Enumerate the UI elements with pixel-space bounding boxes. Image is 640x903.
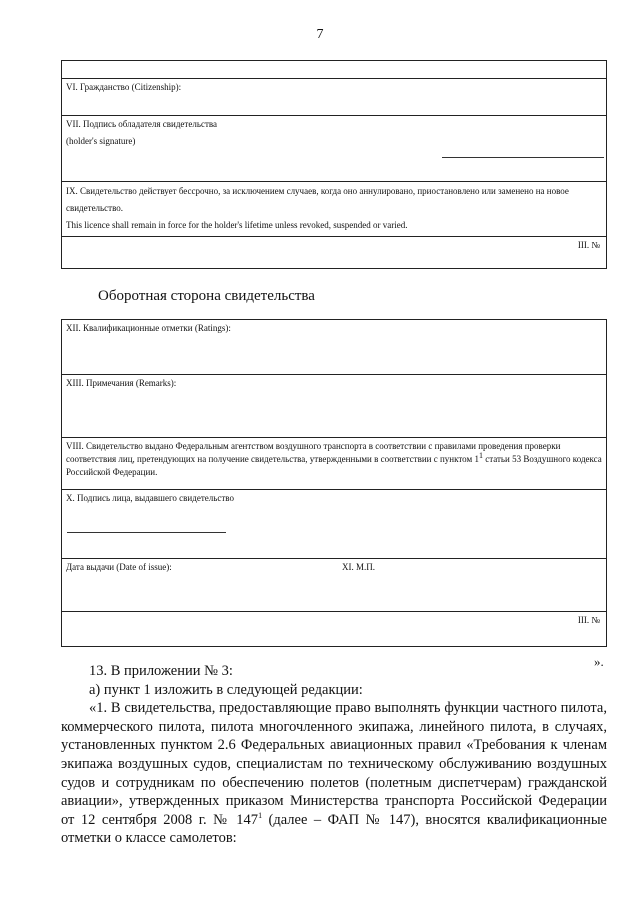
front-number-cell	[62, 236, 606, 268]
holder-signature-label-en: (holder's signature)	[66, 136, 136, 146]
holder-signature-line	[442, 157, 604, 158]
citizenship-cell	[62, 78, 606, 115]
end-quote: ».	[594, 654, 604, 669]
issued-by-superscript: 1	[478, 451, 483, 460]
body-text	[61, 662, 607, 848]
date-of-issue-label: Дата выдачи (Date of issue):	[66, 562, 172, 572]
remarks-cell	[62, 374, 606, 437]
reverse-side-title: Оборотная сторона свидетельства	[98, 288, 315, 304]
paragraph-point-1	[61, 699, 607, 848]
seal-label: XI. М.П.	[342, 562, 375, 572]
paragraph-appendix-3: 13. В приложении № 3:	[89, 663, 233, 679]
back-number-cell	[62, 611, 606, 646]
paragraph-point-a: а) пункт 1 изложить в следующей редакции:	[89, 681, 363, 698]
citizenship-label: VI. Гражданство (Citizenship):	[66, 82, 182, 92]
validity-cell	[62, 181, 606, 236]
ratings-cell	[62, 320, 606, 374]
paragraph-point-1-text-a: «1. В свидетельства, предоставляющие право выполнять функции частного пилота, коммерческого пилота, пилота многочленного экипажа, линейного пилота, в случаях, установленных пунктом 2.6 Федеральных авиационных правил «Требования к членам экипажа воздушных судов, специалистам по техническому обслуживанию воздушных судов и сотрудникам по обеспечению полетов (полетным диспетчерам) гражданской авиации», утвержденных приказом Министерства транспорта Российской Федерации от 12 сентября 2008 г. № 147	[61, 700, 607, 828]
back-number-label: III. №	[577, 615, 600, 625]
issued-by-cell	[62, 437, 606, 489]
issued-by-text-b: статьи 53 Воздушного кодекса Российской Федерации.	[66, 454, 602, 477]
holder-signature-label-ru: VII. Подпись обладателя свидетельства	[66, 119, 217, 129]
footnote-marker: 1	[258, 810, 263, 820]
paragraph-point-1-text-b: (далее – ФАП № 147), вносятся квалификационные отметки о классе самолетов:	[61, 811, 607, 847]
issuer-signature-cell	[62, 489, 606, 558]
page-number: 7	[316, 27, 324, 42]
issued-by-text-a: VIII. Свидетельство выдано Федеральным агентством воздушного транспорта в соответствии с правилами проведения проверки соответствия лиц, претендующих на получение свидетельства, утвержденными в соответствии с пунктом 1	[66, 441, 561, 464]
front-number-label: III. №	[577, 240, 600, 250]
licence-front-table	[61, 60, 607, 269]
remarks-label: XIII. Примечания (Remarks):	[66, 378, 177, 388]
issuer-signature-label: X. Подпись лица, выдавшего свидетельство	[66, 493, 234, 503]
date-seal-cell	[62, 558, 606, 611]
issuer-signature-line	[67, 532, 226, 533]
validity-text-ru: IX. Свидетельство действует бессрочно, за исключением случаев, когда оно аннулировано, приостановлено или заменено на новое свидетельство.	[66, 186, 569, 213]
ratings-label: XII. Квалификационные отметки (Ratings):	[66, 323, 231, 333]
front-header-strip	[62, 61, 606, 78]
licence-back-table	[61, 319, 607, 647]
holder-signature-cell	[62, 115, 606, 181]
validity-text-en: This licence shall remain in force for the holder's lifetime unless revoked, suspended or varied.	[66, 220, 408, 230]
